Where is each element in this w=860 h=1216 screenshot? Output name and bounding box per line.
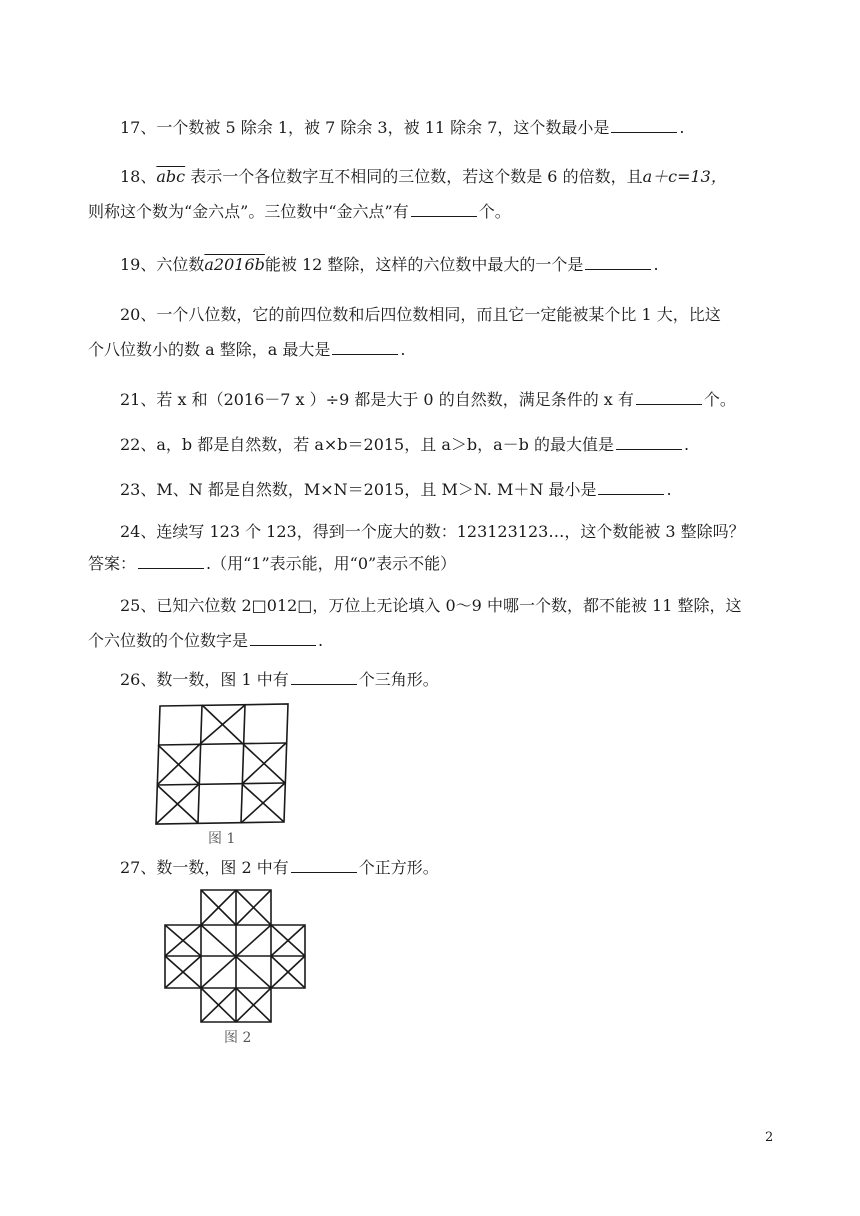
answer-blank-19[interactable] bbox=[585, 254, 651, 270]
figure-2-caption: 图 2 bbox=[224, 1030, 252, 1046]
question-25-line2: 个六位数的个位数字是 . bbox=[88, 631, 324, 650]
figure-2-square-cross bbox=[160, 886, 310, 1026]
answer-blank-20[interactable] bbox=[332, 339, 398, 355]
answer-blank-25[interactable] bbox=[250, 630, 316, 646]
question-26: 26、数一数，图 1 中有 个三角形。 bbox=[120, 670, 439, 689]
figure-1-caption: 图 1 bbox=[208, 831, 236, 847]
answer-blank-17[interactable] bbox=[611, 117, 677, 133]
question-17: 17、一个数被 5 除余 1，被 7 除余 3，被 11 除余 7，这个数最小是 . bbox=[120, 118, 685, 137]
question-18-line1: 18、$\overline{abc}$ 表示一个各位数字互不相同的三位数，若这个数是 6 的倍数，且a＋c=13， bbox=[120, 167, 727, 186]
question-24-line2: 答案： .（用“1”表示能，用“0”表示不能） bbox=[88, 554, 457, 573]
figure-1-triangle-grid bbox=[152, 700, 292, 830]
answer-blank-21[interactable] bbox=[636, 389, 702, 405]
question-20-line1: 20、一个八位数，它的前四位数和后四位数相同，而且它一定能被某个比 1 大，比这 bbox=[120, 305, 721, 324]
question-21: 21、若 x 和（2016－7 x ）÷9 都是大于 0 的自然数，满足条件的 x 有 个。 bbox=[120, 390, 736, 409]
question-20-line2: 个八位数小的数 a 整除，a 最大是 . bbox=[88, 340, 406, 359]
question-19: 19、六位数a2016b能被 12 整除，这样的六位数中最大的一个是 . bbox=[120, 255, 659, 274]
answer-blank-18[interactable] bbox=[411, 201, 477, 217]
page-number: 2 bbox=[765, 1130, 774, 1145]
question-18-line2: 则称这个数为“金六点”。三位数中“金六点”有 个。 bbox=[88, 202, 511, 221]
question-24-line1: 24、连续写 123 个 123，得到一个庞大的数：123123123…，这个数能被 3 整除吗？ bbox=[120, 522, 745, 541]
question-23: 23、M、N 都是自然数，M×N＝2015，且 M＞N. M＋N 最小是 . bbox=[120, 480, 672, 499]
answer-blank-22[interactable] bbox=[616, 434, 682, 450]
answer-blank-23[interactable] bbox=[598, 479, 664, 495]
answer-blank-26[interactable] bbox=[291, 669, 357, 685]
question-22: 22、a，b 都是自然数，若 a×b＝2015，且 a＞b，a－b 的最大值是 . bbox=[120, 435, 690, 454]
answer-blank-27[interactable] bbox=[291, 857, 357, 873]
answer-blank-24[interactable] bbox=[138, 553, 204, 569]
question-25-line1: 25、已知六位数 2□012□，万位上无论填入 0～9 中哪一个数，都不能被 11 整除，这 bbox=[120, 596, 742, 615]
question-27: 27、数一数，图 2 中有 个正方形。 bbox=[120, 858, 439, 877]
